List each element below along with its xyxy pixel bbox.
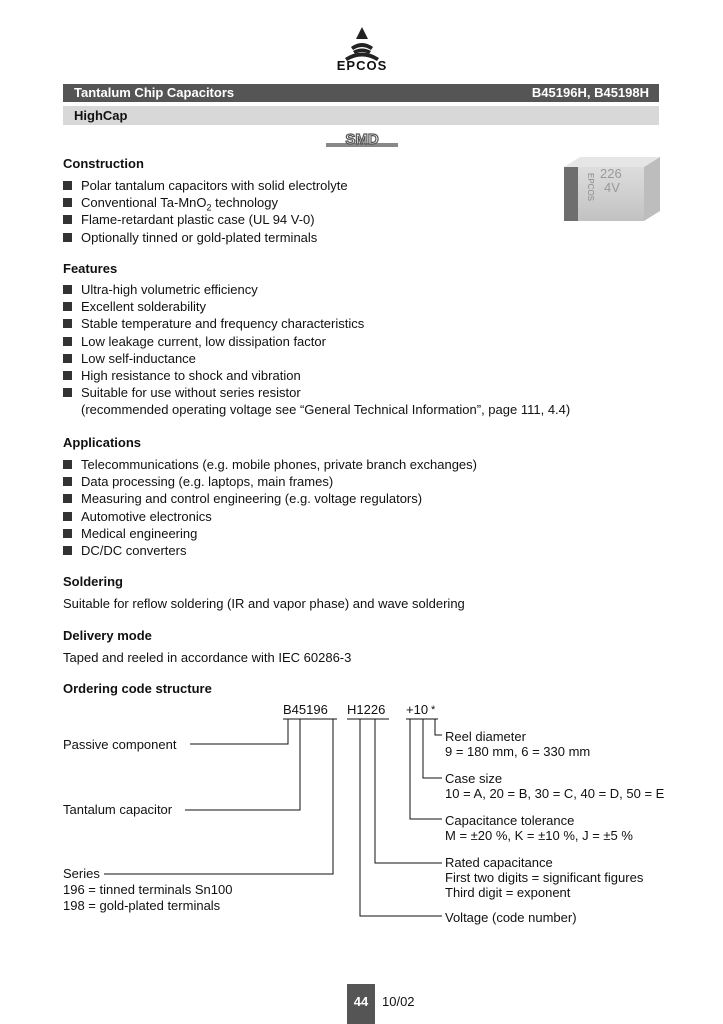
- list-item: Automotive electronics: [63, 508, 477, 525]
- features-note: (recommended operating voltage see “General Technical Information”, page 111, 4.4): [81, 402, 571, 418]
- features-heading: Features: [63, 261, 118, 276]
- list-item: Data processing (e.g. laptops, main frames): [63, 473, 477, 490]
- applications-heading: Applications: [63, 435, 142, 450]
- logo-text: EPCOS: [336, 58, 388, 73]
- list-item: DC/DC converters: [63, 542, 477, 559]
- chip-code: 226: [600, 166, 622, 181]
- page-subtitle: HighCap: [74, 108, 128, 123]
- ordering-heading: Ordering code structure: [63, 681, 212, 696]
- code-part-a: B45196: [283, 702, 328, 717]
- list-item: Low leakage current, low dissipation factor: [63, 333, 570, 350]
- code-part-b: H1226: [347, 702, 386, 717]
- delivery-text: Taped and reeled in accordance with IEC 60286-3: [63, 650, 352, 665]
- page-number: 44: [347, 984, 375, 1024]
- soldering-heading: Soldering: [63, 574, 123, 589]
- label-case-size: Case size: [445, 771, 503, 786]
- smd-badge-text: SMD: [345, 132, 379, 148]
- list-item: Medical engineering: [63, 525, 477, 542]
- list-item: Stable temperature and frequency characteristics: [63, 315, 570, 332]
- list-item: Ultra-high volumetric efficiency: [63, 281, 570, 298]
- list-item: Polar tantalum capacitors with solid electrolyte: [63, 177, 348, 194]
- label-reel-diameter: Reel diameter: [445, 729, 526, 744]
- list-item: Measuring and control engineering (e.g. voltage regulators): [63, 490, 477, 507]
- label-case-values: 10 = A, 20 = B, 30 = C, 40 = D, 50 = E: [445, 786, 665, 801]
- list-item: Excellent solderability: [63, 298, 570, 315]
- code-part-c: +10: [406, 702, 429, 717]
- soldering-text: Suitable for reflow soldering (IR and vapor phase) and wave soldering: [63, 596, 465, 611]
- list-item: Telecommunications (e.g. mobile phones, private branch exchanges): [63, 456, 477, 473]
- delivery-heading: Delivery mode: [63, 628, 152, 643]
- list-item: Low self-inductance: [63, 350, 570, 367]
- page-title: Tantalum Chip Capacitors: [74, 85, 235, 100]
- label-capacitance-exponent: Third digit = exponent: [445, 885, 571, 900]
- label-series: Series: [63, 866, 100, 881]
- label-reel-values: 9 = 180 mm, 6 = 330 mm: [445, 744, 591, 759]
- chip-brand: EPCOS: [586, 173, 595, 202]
- list-item: Conventional Ta-MnO$_2$ technology: [63, 194, 348, 211]
- label-capacitance-digits: First two digits = significant figures: [445, 870, 644, 885]
- label-rated-capacitance: Rated capacitance: [445, 855, 553, 870]
- label-series-198: 198 = gold-plated terminals: [63, 898, 221, 913]
- label-series-196: 196 = tinned terminals Sn100: [63, 882, 233, 897]
- label-voltage: Voltage (code number): [445, 910, 577, 925]
- construction-heading: Construction: [63, 156, 144, 171]
- part-numbers: B45196H, B45198H: [531, 85, 649, 100]
- list-item: Flame-retardant plastic case (UL 94 V-0): [63, 211, 348, 228]
- label-tantalum-capacitor: Tantalum capacitor: [63, 802, 173, 817]
- list-item: High resistance to shock and vibration: [63, 367, 570, 384]
- label-passive-component: Passive component: [63, 737, 177, 752]
- chip-voltage: 4V: [604, 180, 620, 195]
- page-date: 10/02: [382, 994, 415, 1009]
- label-tolerance: Capacitance tolerance: [445, 813, 575, 828]
- label-tolerance-values: M = ±20 %, K = ±10 %, J = ±5 %: [445, 828, 633, 843]
- list-item: Optionally tinned or gold-plated terminals: [63, 229, 348, 246]
- code-star: *: [431, 704, 436, 716]
- list-item: Suitable for use without series resistor: [63, 384, 570, 401]
